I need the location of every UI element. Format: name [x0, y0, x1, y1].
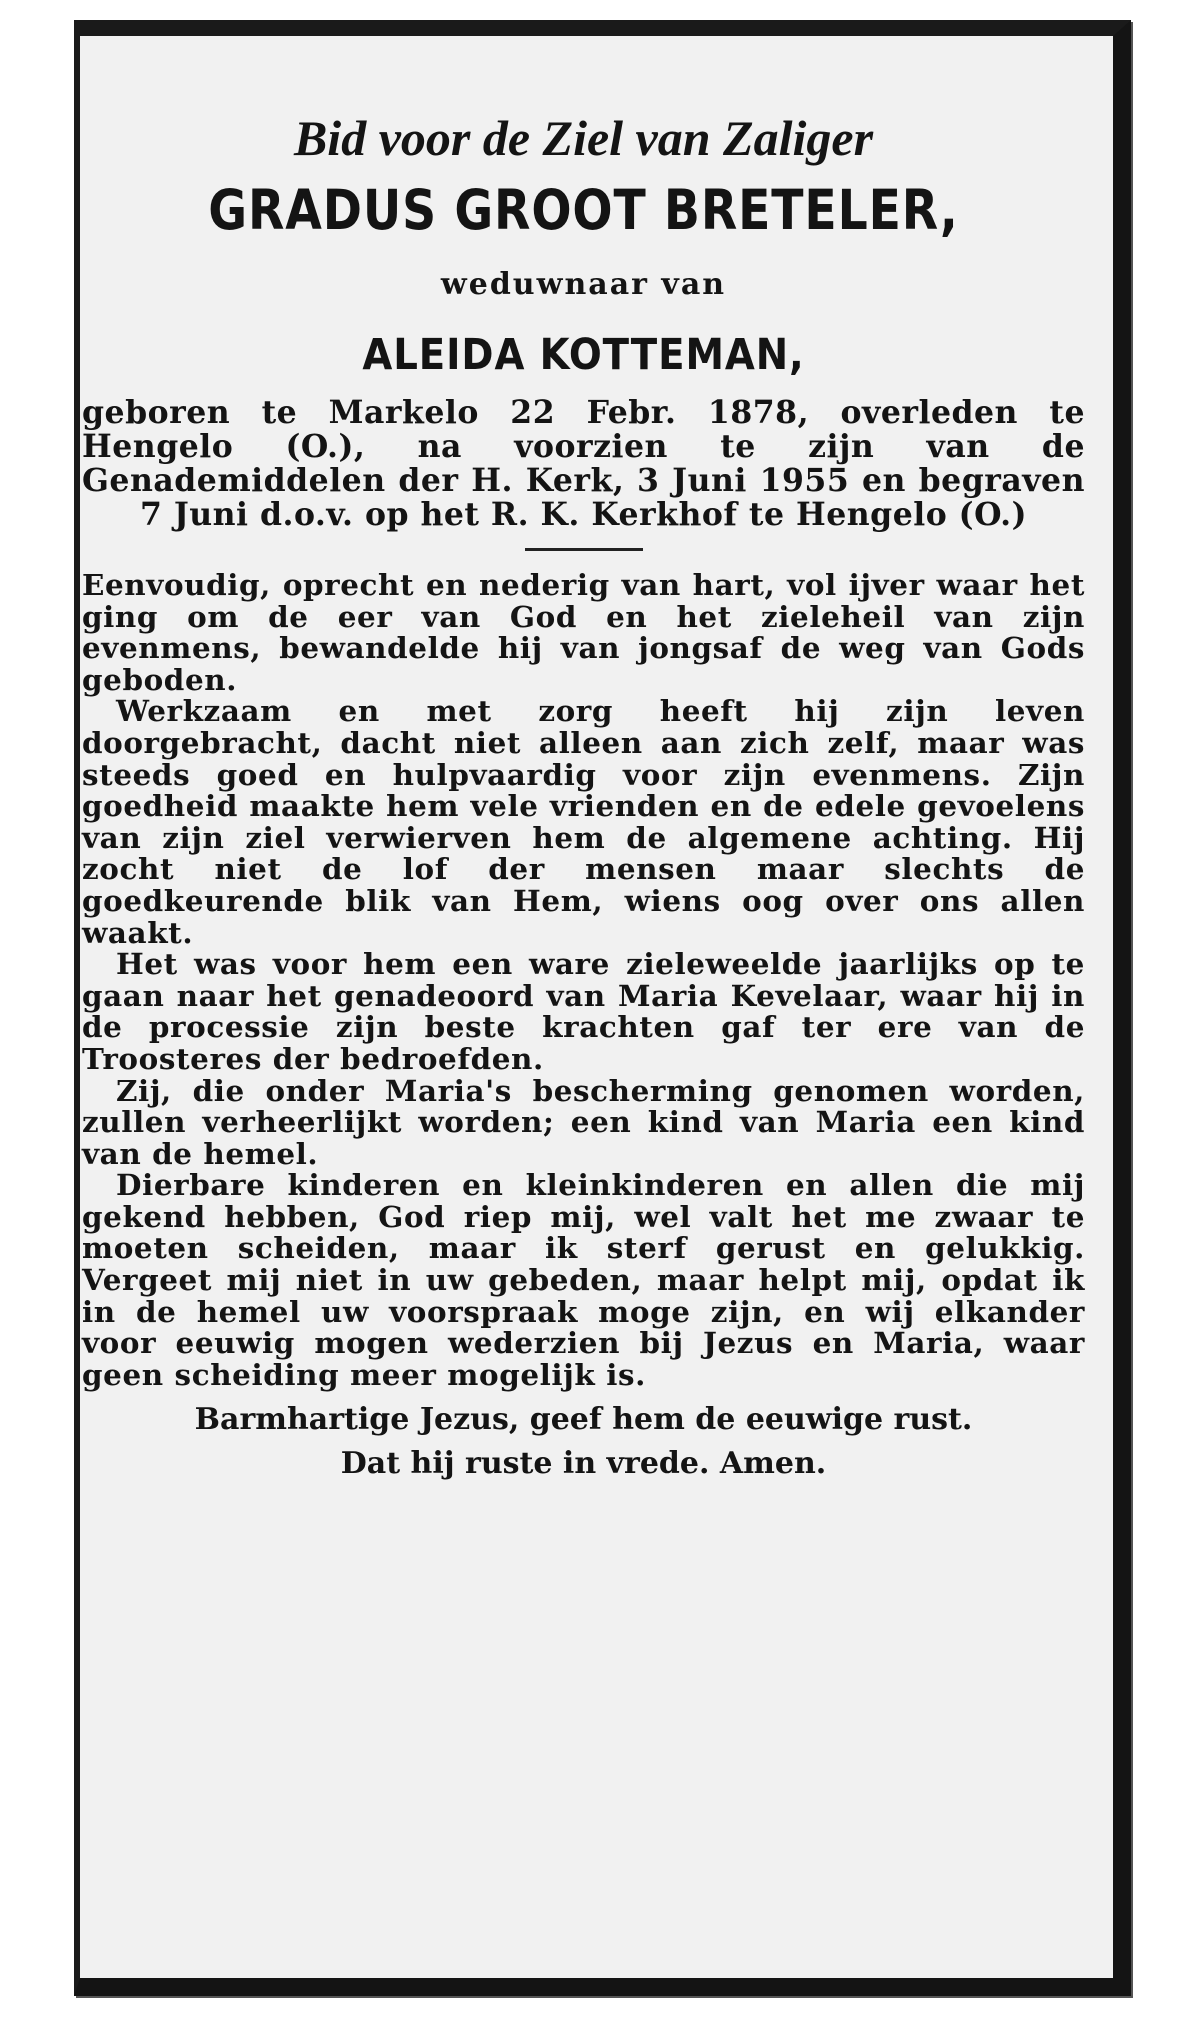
paragraph-3: Het was voor hem een ware zieleweelde jaarlijks op te gaan naar het genadeoord van Maria Kevelaar, waar hij in de processie zijn beste krachten gaf ter ere van de Troosteres der bedroefden. [82, 946, 1085, 1076]
memorial-card [74, 20, 1131, 1996]
spouse-name: ALEIDA KOTTEMAN, [362, 330, 805, 380]
biography-text: geboren te Markelo 22 Febr. 1878, overleden te Hengelo (O.), na voorzien te zijn van de Genademiddelen der H. Kerk, 3 Juni 1955 en begraven 7 Juni d.o.v. op het R. K. Kerkhof te Hengelo (O.) [82, 394, 1085, 533]
paragraph-4: Zij, die onder Maria's bescherming genomen worden, zullen verheerlijkt worden; een kind van Maria een kind van de hemel. [82, 1072, 1085, 1171]
divider-line [525, 548, 643, 551]
card-content [80, 36, 1113, 1978]
paragraph-1: Eenvoudig, oprecht en nederig van hart, vol ijver waar het ging om de eer van God en het zieleheil van zijn evenmens, bewandelde hij van jongsaf de weg van Gods geboden. [82, 567, 1085, 697]
closing-prayer: Barmhartige Jezus, geef hem de eeuwige rust. [194, 1402, 973, 1438]
deceased-name: GRADUS GROOT BRETELER, [208, 178, 959, 242]
invocation-heading: Bid voor de Ziel van Zaliger [293, 110, 874, 166]
paragraph-2: Werkzaam en met zorg heeft hij zijn leven doorgebracht, dacht niet alleen aan zich zelf, maar was steeds goed en hulpvaardig voor zijn evenmens. Zijn goedheid maakte hem vele vrienden en de edele gevoelens van zijn ziel verwierven hem de algemene achting. Hij zocht niet de lof der mensen maar slechts de goedkeurende blik van Hem, wiens oog over ons allen waakt. [82, 693, 1085, 950]
paragraph-5: Dierbare kinderen en kleinkinderen en allen die mij gekend hebben, God riep mij, wel valt het me zwaar te moeten scheiden, maar ik sterf gerust en gelukkig. Vergeet mij niet in uw gebeden, maar helpt mij, opdat ik in de hemel uw voorspraak moge zijn, en wij elkander voor eeuwig mogen wederzien bij Jezus en Maria, waar geen scheiding meer mogelijk is. [82, 1167, 1085, 1392]
relation-text: weduwnaar van [440, 267, 727, 302]
closing-amen: Dat hij ruste in vrede. Amen. [340, 1446, 827, 1482]
